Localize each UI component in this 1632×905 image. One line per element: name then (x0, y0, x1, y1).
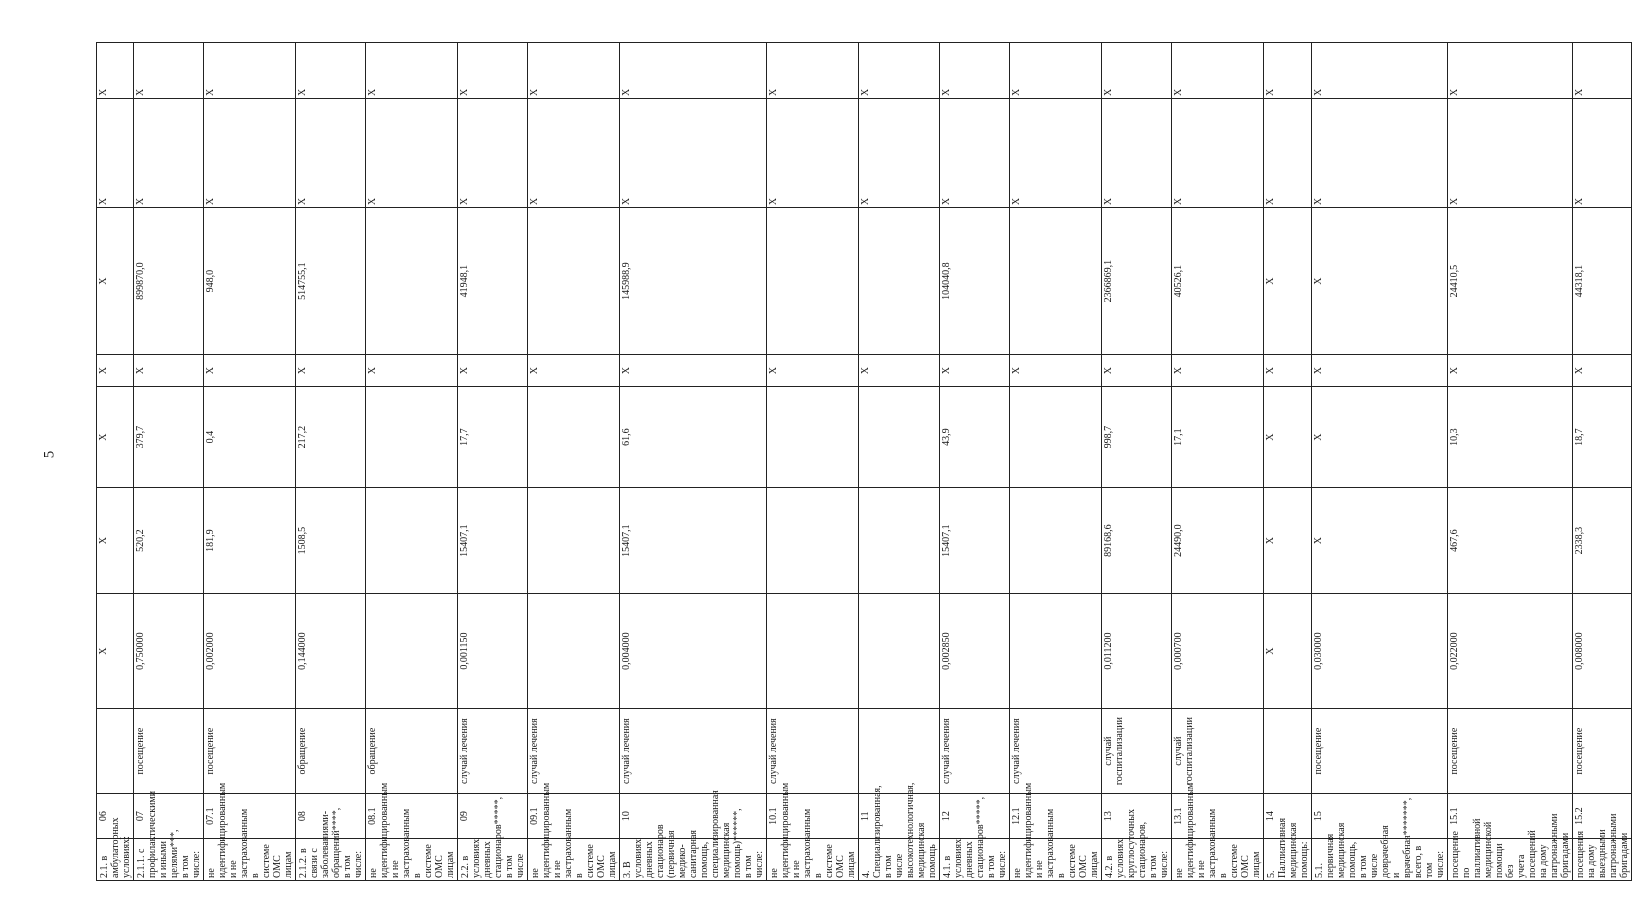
cell-ub-total: X (528, 99, 620, 208)
cell-fc-total: X (134, 43, 204, 99)
cell-code: 13 (1102, 794, 1172, 839)
cell-cost (366, 487, 458, 593)
cell-fc-total: X (528, 43, 620, 99)
cell-cost: X (97, 487, 134, 593)
cell-budget: X (1172, 355, 1264, 387)
cell-unit: посещение (134, 708, 204, 793)
cell-ub-total: X (1102, 99, 1172, 208)
cell-oms-amount: X (97, 208, 134, 355)
table-row (458, 43, 528, 881)
cell-oms-amount (528, 208, 620, 355)
cell-code: 15 (1312, 794, 1448, 839)
cell-oms-amount: 948,0 (204, 208, 296, 355)
cell-name: 5. Паллиативная медицинская помощь: (1264, 839, 1312, 881)
cell-name: не идентифицированным и не застрахованным в системе ОМС лицам (767, 839, 859, 881)
cell-per-capita: 43,9 (940, 387, 1010, 488)
cell-volume: 0,004000 (620, 594, 767, 709)
cell-per-capita: 379,7 (134, 387, 204, 488)
cell-volume (528, 594, 620, 709)
cell-unit: посещение (204, 708, 296, 793)
cell-budget: X (134, 355, 204, 387)
cell-name: 2.2. в условиях дневных стационаров*****, в том числе (458, 839, 528, 881)
cell-ub-total: X (458, 99, 528, 208)
cell-fc-total: X (767, 43, 859, 99)
cell-name: посещения на дому выездными патронажными бригадами (1573, 839, 1632, 881)
cell-ub-total: X (296, 99, 366, 208)
cell-cost: 15407,1 (620, 487, 767, 593)
cell-per-capita (1010, 387, 1102, 488)
table-row (366, 43, 458, 881)
cell-budget: X (296, 355, 366, 387)
cell-cost: 467,6 (1448, 487, 1573, 593)
cell-volume (1010, 594, 1102, 709)
cell-unit: посещение (1448, 708, 1573, 793)
cell-unit: обращение (366, 708, 458, 793)
cell-volume: 0,000700 (1172, 594, 1264, 709)
table-row (1264, 43, 1312, 881)
cell-ub-total: X (1010, 99, 1102, 208)
cell-volume: 0,011200 (1102, 594, 1172, 709)
cell-fc-total: X (1573, 43, 1632, 99)
cell-per-capita: 998,7 (1102, 387, 1172, 488)
cell-cost (1010, 487, 1102, 593)
cell-name: не идентифицированным и не застрахованным в системе ОМС лицам (528, 839, 620, 881)
cell-per-capita (366, 387, 458, 488)
table-row (767, 43, 859, 881)
table-row (1573, 43, 1632, 881)
cell-unit (1264, 708, 1312, 793)
cell-code: 12 (940, 794, 1010, 839)
cell-name: 4.2. в условиях круглосуточных стационаров, в том числе: (1102, 839, 1172, 881)
cell-code: 15.2 (1573, 794, 1632, 839)
cell-code: 12.1 (1010, 794, 1102, 839)
cell-volume: 0,008000 (1573, 594, 1632, 709)
cell-cost: 15407,1 (940, 487, 1010, 593)
cell-name: не идентифицированным и не застрахованным в системе ОМС лицам (1010, 839, 1102, 881)
table-row (97, 43, 134, 881)
cell-per-capita: 217,2 (296, 387, 366, 488)
table-row (859, 43, 940, 881)
cell-fc-total: X (1312, 43, 1448, 99)
cell-fc-total: X (1172, 43, 1264, 99)
cell-volume (767, 594, 859, 709)
cell-cost: X (1264, 487, 1312, 593)
cell-code: 13.1 (1172, 794, 1264, 839)
cell-fc-total: X (204, 43, 296, 99)
cell-cost: 1508,5 (296, 487, 366, 593)
cell-unit: случай лечения (528, 708, 620, 793)
cell-ub-total: X (1264, 99, 1312, 208)
cell-oms-amount: 24410,5 (1448, 208, 1573, 355)
cell-cost: 24490,0 (1172, 487, 1264, 593)
cell-fc-total: X (859, 43, 940, 99)
cell-fc-total: X (1010, 43, 1102, 99)
cell-code: 10 (620, 794, 767, 839)
cell-code: 08.1 (366, 794, 458, 839)
cell-oms-amount (859, 208, 940, 355)
cell-oms-amount: 2366869,1 (1102, 208, 1172, 355)
cell-code: 09.1 (528, 794, 620, 839)
table-row (134, 43, 204, 881)
cell-code: 11 (859, 794, 940, 839)
cell-budget: X (1573, 355, 1632, 387)
cell-code: 09 (458, 794, 528, 839)
cell-code: 14 (1264, 794, 1312, 839)
cell-volume: 0,001150 (458, 594, 528, 709)
cell-unit: случай лечения (620, 708, 767, 793)
cell-budget: X (1010, 355, 1102, 387)
cell-name: не идентифицированным и не застрахованным в системе ОМС лицам (204, 839, 296, 881)
table-row (1102, 43, 1172, 881)
cell-budget: X (204, 355, 296, 387)
cell-name: 4. Специализированная, в том числе высокотехнологичная, медицинская помощь (859, 839, 940, 881)
cell-unit: случай лечения (767, 708, 859, 793)
cell-ub-total: X (767, 99, 859, 208)
cell-name: посещение по паллиативной медицинской помощи без учета посещений на дому патронажными бригадами (1448, 839, 1573, 881)
cell-ub-total: X (97, 99, 134, 208)
cell-unit: случай лечения (1010, 708, 1102, 793)
cell-budget: X (528, 355, 620, 387)
cell-code: 10.1 (767, 794, 859, 839)
cell-fc-total: X (1448, 43, 1573, 99)
cell-budget: X (620, 355, 767, 387)
table-row (940, 43, 1010, 881)
financing-table (96, 42, 1632, 881)
cell-fc-total: X (940, 43, 1010, 99)
table-row (1448, 43, 1573, 881)
cell-budget: X (458, 355, 528, 387)
cell-fc-total: X (1264, 43, 1312, 99)
cell-ub-total: X (620, 99, 767, 208)
cell-per-capita (767, 387, 859, 488)
cell-ub-total: X (204, 99, 296, 208)
cell-fc-total: X (1102, 43, 1172, 99)
cell-ub-total: X (859, 99, 940, 208)
cell-fc-total: X (296, 43, 366, 99)
page-number: 5 (41, 450, 58, 459)
cell-name: 2.1.2. в связи с заболеваниями-обращений****, в том числе: (296, 839, 366, 881)
table-row (1312, 43, 1448, 881)
cell-oms-amount: X (1312, 208, 1448, 355)
cell-name: 2.1.1. с профилактическими и иными целями***, в том числе: (134, 839, 204, 881)
cell-volume: 0,030000 (1312, 594, 1448, 709)
cell-budget: X (1448, 355, 1573, 387)
cell-oms-amount: 145988,9 (620, 208, 767, 355)
cell-ub-total: X (1312, 99, 1448, 208)
cell-oms-amount: 899870,0 (134, 208, 204, 355)
cell-unit (97, 708, 134, 793)
cell-ub-total: X (1573, 99, 1632, 208)
cell-cost (528, 487, 620, 593)
cell-cost (767, 487, 859, 593)
cell-volume: 0,002850 (940, 594, 1010, 709)
cell-unit: случай лечения (940, 708, 1010, 793)
rotated-table-block (96, 42, 1630, 881)
cell-oms-amount: 41948,1 (458, 208, 528, 355)
cell-budget: X (767, 355, 859, 387)
cell-budget: X (1312, 355, 1448, 387)
cell-code: 07 (134, 794, 204, 839)
cell-volume: 0,144000 (296, 594, 366, 709)
cell-volume: 0,002000 (204, 594, 296, 709)
table-row (1010, 43, 1102, 881)
cell-name: 3. В условиях дневных стационаров (первичная медико-санитарная помощь, специализированная медицинская помощь)******, в том числе: (620, 839, 767, 881)
cell-budget: X (366, 355, 458, 387)
cell-cost: 2338,3 (1573, 487, 1632, 593)
cell-volume: X (97, 594, 134, 709)
cell-code: 15.1 (1448, 794, 1573, 839)
table-row (204, 43, 296, 881)
cell-name: 5.1. первичная медицинская помощь, в том числе доврачебная и врачебная*******, всего, в том числе: (1312, 839, 1448, 881)
cell-fc-total: X (620, 43, 767, 99)
cell-budget: X (940, 355, 1010, 387)
cell-unit: обращение (296, 708, 366, 793)
cell-volume: X (1264, 594, 1312, 709)
cell-per-capita: 61,6 (620, 387, 767, 488)
cell-unit (859, 708, 940, 793)
cell-unit: случай лечения (458, 708, 528, 793)
cell-name: 2.1. в амбулаторных условиях: (97, 839, 134, 881)
cell-cost (859, 487, 940, 593)
cell-name: 4.1. в условиях дневных стационаров*****, в том числе: (940, 839, 1010, 881)
cell-volume (859, 594, 940, 709)
cell-ub-total: X (1448, 99, 1573, 208)
cell-name: не идентифицированным и не застрахованным в системе ОМС лицам (1172, 839, 1264, 881)
cell-code: 08 (296, 794, 366, 839)
cell-code: 07.1 (204, 794, 296, 839)
cell-fc-total: X (366, 43, 458, 99)
cell-per-capita: X (1312, 387, 1448, 488)
cell-oms-amount: 40526,1 (1172, 208, 1264, 355)
cell-unit: случай госпитализации (1102, 708, 1172, 793)
cell-cost: 520,2 (134, 487, 204, 593)
cell-fc-total: X (458, 43, 528, 99)
cell-code: 06 (97, 794, 134, 839)
cell-oms-amount: 104040,8 (940, 208, 1010, 355)
table-row (1172, 43, 1264, 881)
cell-oms-amount: X (1264, 208, 1312, 355)
cell-cost: 181,9 (204, 487, 296, 593)
cell-cost: X (1312, 487, 1448, 593)
cell-per-capita: 0,4 (204, 387, 296, 488)
cell-fc-total: X (97, 43, 134, 99)
table-body (97, 43, 1632, 881)
cell-per-capita: X (97, 387, 134, 488)
cell-cost: 89168,6 (1102, 487, 1172, 593)
cell-budget: X (97, 355, 134, 387)
cell-volume (366, 594, 458, 709)
cell-ub-total: X (366, 99, 458, 208)
cell-oms-amount: 44318,1 (1573, 208, 1632, 355)
cell-oms-amount (767, 208, 859, 355)
cell-unit: случай госпитализации (1172, 708, 1264, 793)
cell-cost: 15407,1 (458, 487, 528, 593)
cell-volume: 0,750000 (134, 594, 204, 709)
table-row (296, 43, 366, 881)
cell-per-capita: 17,1 (1172, 387, 1264, 488)
cell-oms-amount (366, 208, 458, 355)
cell-ub-total: X (1172, 99, 1264, 208)
cell-budget: X (1102, 355, 1172, 387)
cell-ub-total: X (940, 99, 1010, 208)
cell-per-capita (528, 387, 620, 488)
cell-budget: X (1264, 355, 1312, 387)
cell-ub-total: X (134, 99, 204, 208)
cell-budget: X (859, 355, 940, 387)
cell-oms-amount (1010, 208, 1102, 355)
cell-unit: посещение (1312, 708, 1448, 793)
cell-oms-amount: 514755,1 (296, 208, 366, 355)
cell-name: не идентифицированным и не застрахованным в системе ОМС лицам (366, 839, 458, 881)
cell-volume: 0,022000 (1448, 594, 1573, 709)
table-row (620, 43, 767, 881)
cell-per-capita (859, 387, 940, 488)
cell-per-capita: 18,7 (1573, 387, 1632, 488)
table-row (528, 43, 620, 881)
cell-per-capita: X (1264, 387, 1312, 488)
cell-per-capita: 17,7 (458, 387, 528, 488)
cell-unit: посещение (1573, 708, 1632, 793)
cell-per-capita: 10,3 (1448, 387, 1573, 488)
